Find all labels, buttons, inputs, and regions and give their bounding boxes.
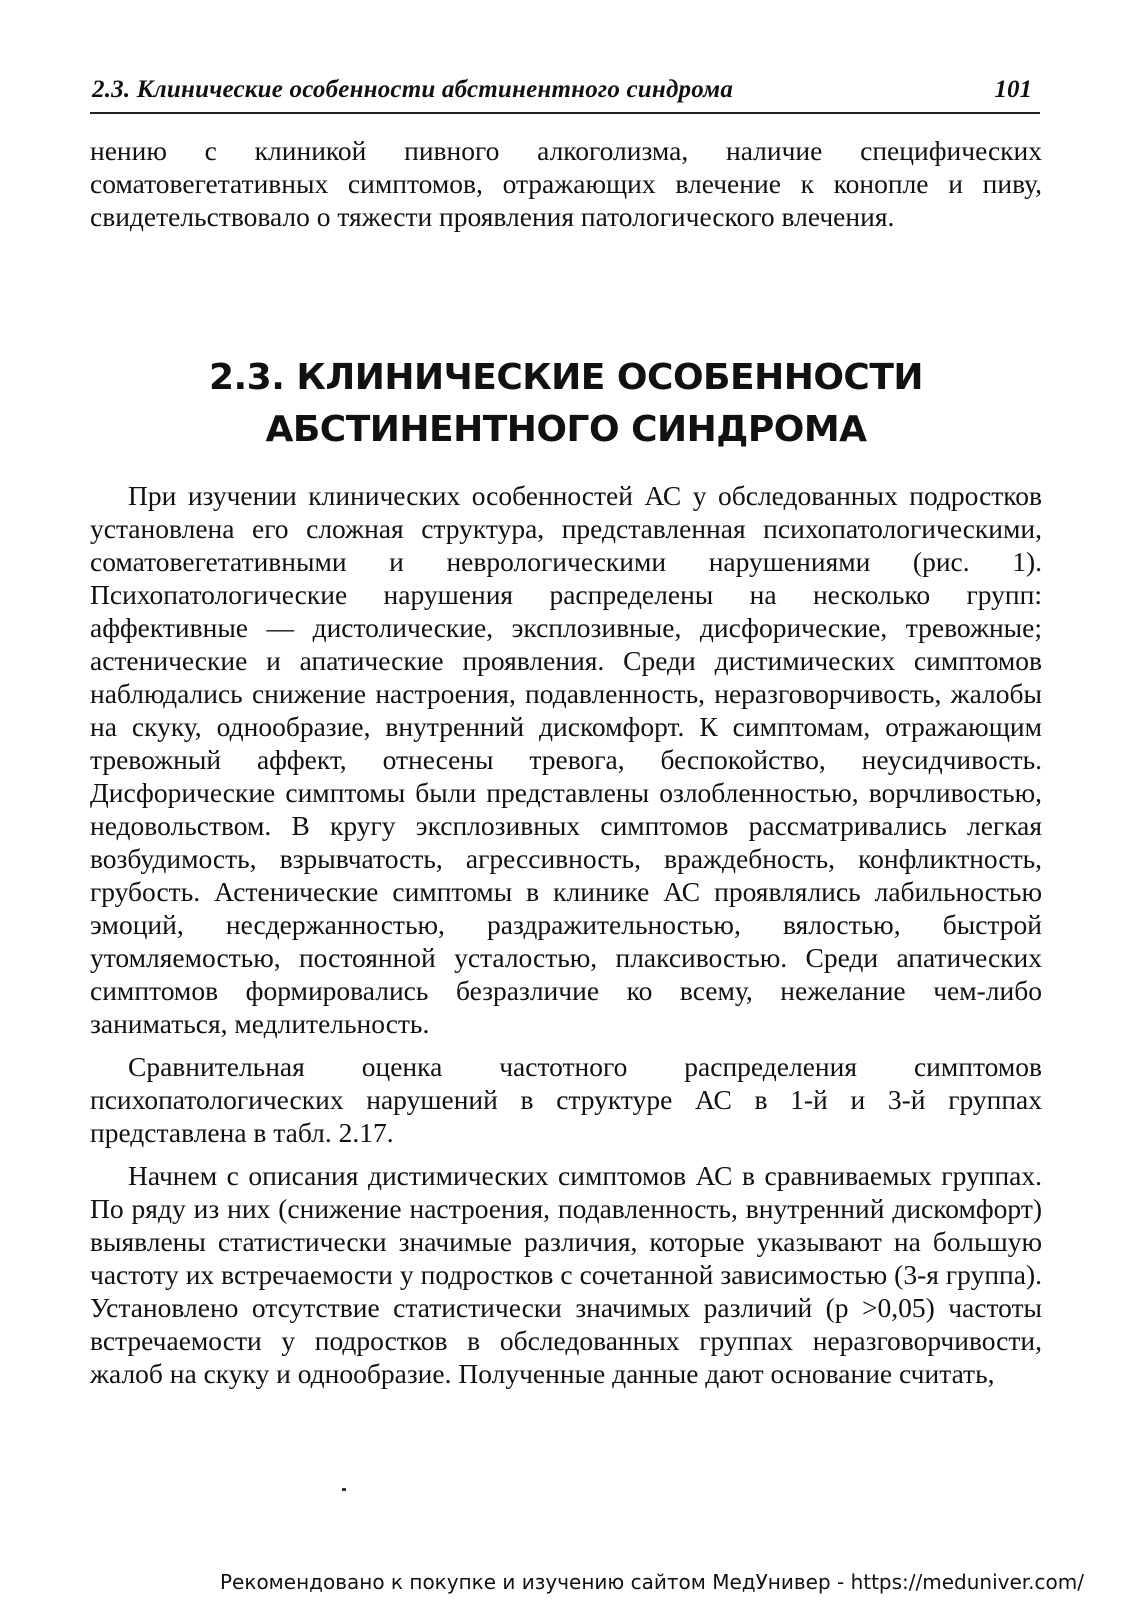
section-heading-line-1: 2.3. КЛИНИЧЕСКИЕ ОСОБЕННОСТИ <box>208 357 924 398</box>
section-body <box>90 479 1042 1400</box>
running-title: 2.3. Клинические особенности абстинентного синдрома <box>92 76 734 103</box>
section-heading-line-2: АБСТИНЕНТНОГО СИНДРОМА <box>265 409 867 450</box>
running-header <box>90 72 1040 114</box>
footer-recommendation: Рекомендовано к покупке и изучению сайтом МедУнивер - https://meduniver.com/ <box>220 1570 1084 1594</box>
stray-mark <box>342 1488 346 1491</box>
paragraph-comparative-assessment: Сравнительная оценка частотного распределения симптомов психопатологических нарушений в структуре АС в 1-й и 3-й группах представлена в табл. 2.17. <box>90 1051 1042 1148</box>
paragraph-symptom-structure: При изучении клинических особенностей АС у обследованных подростков установлена его сложная структура, представленная психопатологическими, соматовегетативными и неврологическими нарушениями (рис. 1). Психопатологические нарушения распределены на несколько групп: аффективные — дистолические, эксплозивные, дисфорические, тревожные; астенические и апатические проявления. Среди дистимических симптомов наблюдались снижение настроения, подавленность, неразговорчивость, жалобы на скуку, однообразие, внутренний дискомфорт. К симптомам, отражающим тревожный аффект, отнесены тревога, беспокойство, неусидчивость. Дисфорические симптомы были представлены озлобленностью, ворчливостью, недовольством. В кругу эксплозивных симптомов рассматривались легкая возбудимость, взрывчатость, агрессивность, враждебность, конфликтность, грубость. Астенические симптомы в клинике АС проявлялись лабильностью эмоций, несдержанностью, раздражительностью, вялостью, быстрой утомляемостью, постоянной усталостью, плаксивостью. Среди апатических симптомов формировались безразличие ко всему, нежелание чем-либо заниматься, медлительность. <box>90 480 1042 1039</box>
paragraph-dysthymic-symptoms: Начнем с описания дистимических симптомов АС в сравниваемых группах. По ряду из них (снижение настроения, подавленность, внутренний дискомфорт) выявлены статистически значимые различия, которые указывают на большую частоту их встречаемости у подростков с сочетанной зависимостью (3-я группа). Установлено отсутствие статистически значимых различий (p >0,05) частоты встречаемости у подростков в обследованных группах неразговорчивости, жалоб на скуку и однообразие. Полученные данные дают основание считать, <box>90 1160 1042 1389</box>
page-number: 101 <box>994 76 1032 103</box>
section-heading <box>90 352 1042 456</box>
continued-paragraph: нению с клиникой пивного алкоголизма, наличие специфических соматовегетативных симптомов, отражающих влечение к конопле и пиву, свидетельствовало о тяжести проявления патологического влечения. <box>90 135 1042 232</box>
